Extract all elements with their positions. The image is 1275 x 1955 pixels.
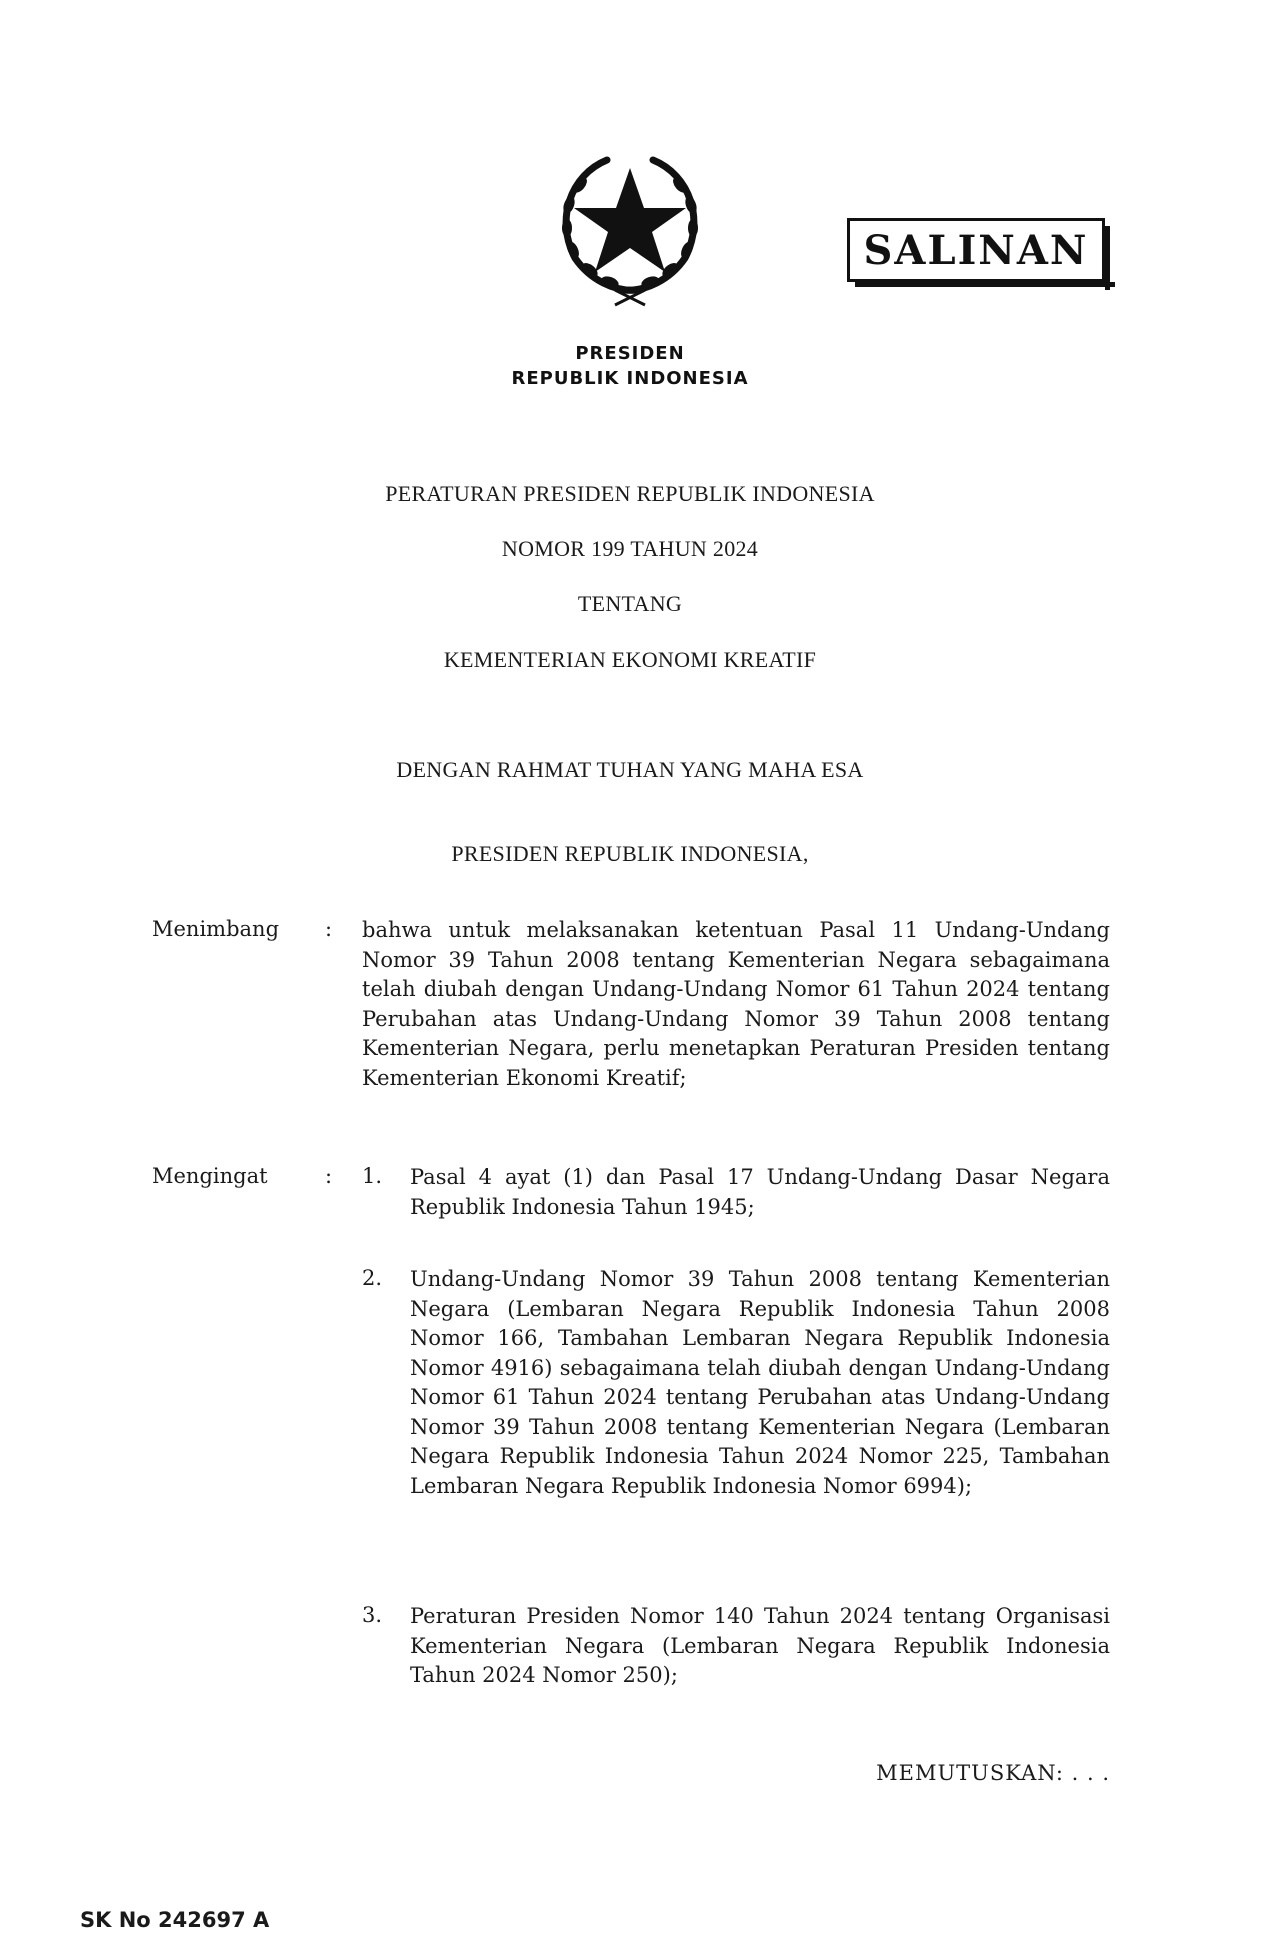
mengingat-label: Mengingat bbox=[152, 1164, 268, 1188]
emblem-label-republik: REPUBLIK INDONESIA bbox=[511, 368, 749, 389]
salinan-stamp-text: SALINAN bbox=[863, 226, 1089, 274]
regulation-tentang: TENTANG bbox=[577, 591, 683, 616]
presidential-emblem-icon bbox=[545, 140, 715, 310]
mengingat-colon: : bbox=[325, 1164, 333, 1188]
regulation-title: PERATURAN PRESIDEN REPUBLIK INDONESIA bbox=[385, 481, 875, 506]
emblem-label-presiden: PRESIDEN bbox=[575, 343, 685, 364]
mengingat-item-1-num: 1. bbox=[362, 1164, 383, 1188]
regulation-subject: KEMENTERIAN EKONOMI KREATIF bbox=[443, 647, 817, 672]
mengingat-item-1-text: Pasal 4 ayat (1) dan Pasal 17 Undang-Undang Dasar Negara Republik Indonesia Tahun 1945; bbox=[410, 1165, 1110, 1219]
mengingat-item-2-num: 2. bbox=[362, 1266, 383, 1290]
next-page-catchword: MEMUTUSKAN: . . . bbox=[876, 1761, 1110, 1785]
menimbang-colon: : bbox=[325, 917, 333, 941]
salinan-stamp bbox=[847, 218, 1105, 282]
regulation-number: NOMOR 199 TAHUN 2024 bbox=[501, 536, 759, 561]
menimbang-text: bahwa untuk melaksanakan ketentuan Pasal 11 Undang-Undang Nomor 39 Tahun 2008 tentang Kementerian Negara sebagaimana telah diubah dengan Undang-Undang Nomor 61 Tahun 2024 tentang Perubahan atas Undang-Undang Nomor 39 Tahun 2008 tentang Kementerian Negara, perlu menetapkan Peraturan Presiden tentang Kementerian Ekonomi Kreatif; bbox=[362, 918, 1110, 1090]
president-heading: PRESIDEN REPUBLIK INDONESIA, bbox=[451, 841, 809, 866]
mengingat-item-3-num: 3. bbox=[362, 1603, 383, 1627]
menimbang-label: Menimbang bbox=[152, 917, 280, 941]
invocation: DENGAN RAHMAT TUHAN YANG MAHA ESA bbox=[396, 757, 864, 782]
mengingat-item-3-text: Peraturan Presiden Nomor 140 Tahun 2024 tentang Organisasi Kementerian Negara (Lembaran Negara Republik Indonesia Tahun 2024 Nomor 250); bbox=[410, 1604, 1110, 1687]
mengingat-item-2-text: Undang-Undang Nomor 39 Tahun 2008 tentang Kementerian Negara (Lembaran Negara Republik Indonesia Tahun 2008 Nomor 166, Tambahan Lembaran Negara Republik Indonesia Nomor 4916) sebagaimana telah diubah dengan Undang-Undang Nomor 61 Tahun 2024 tentang Perubahan atas Undang-Undang Nomor 39 Tahun 2008 tentang Kementerian Negara (Lembaran Negara Republik Indonesia Tahun 2024 Nomor 225, Tambahan Lembaran Negara Republik Indonesia Nomor 6994); bbox=[410, 1267, 1110, 1498]
sk-number: SK No 242697 A bbox=[80, 1908, 270, 1932]
